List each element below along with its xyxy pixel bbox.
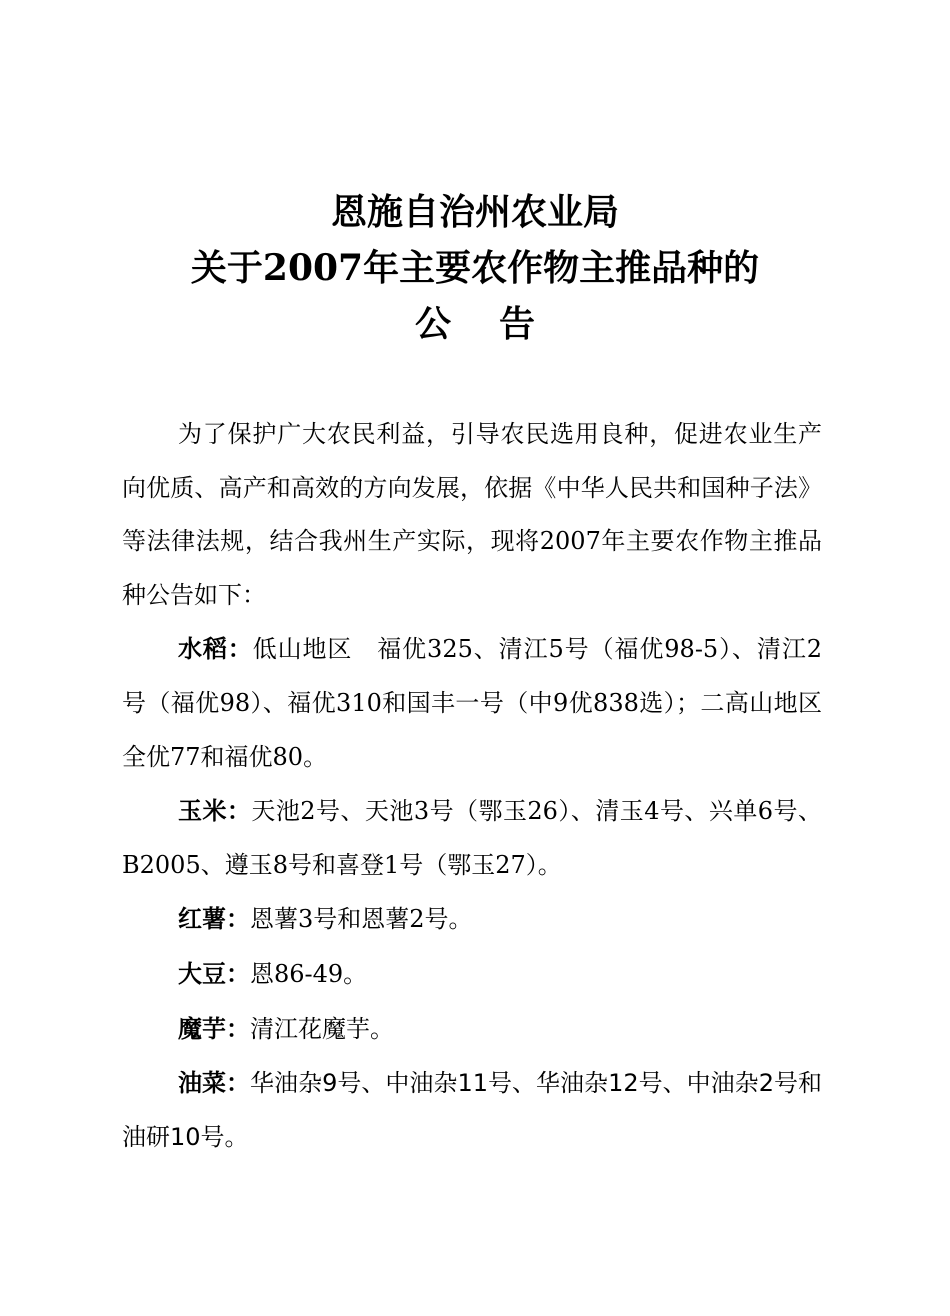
crop-label: 玉米：: [178, 796, 252, 826]
crop-paragraph-sweet-potato: [122, 892, 822, 947]
title-line-3-part-2: 告: [499, 303, 536, 345]
title-line-1: 恩施自治州农业局: [330, 191, 619, 233]
title-line-3: [0, 296, 950, 352]
crop-label: 油菜：: [178, 1068, 251, 1098]
intro-paragraph: 为了保护广大农民利益，引导农民选用良种，促进农业生产向优质、高产和高效的方向发展，依据《中华人民共和国种子法》等法律法规，结合我州生产实际，现将2007年主要农作物主推品种公告如下：: [122, 420, 822, 609]
crop-varieties: 恩86-49。: [250, 959, 368, 988]
crop-label: 红薯：: [178, 904, 250, 934]
crop-varieties: 天池2号、天池3号（鄂玉26）、清玉4号、兴单6号、B2005、遵玉8号和喜登1号（鄂玉27）。: [122, 797, 822, 879]
title-line-3-part-1: 公: [414, 303, 451, 345]
crop-paragraph-rapeseed: [122, 1056, 822, 1164]
document-title: [0, 184, 950, 352]
crop-label: 水稻：: [178, 634, 253, 664]
document-body: [122, 408, 846, 1164]
crop-label: 大豆：: [178, 958, 250, 988]
crop-varieties: 低山地区 福优325、清江5号（福优98-5）、清江2号（福优98）、福优310和国丰一号（中9优838选）；二高山地区 全优77和福优80。: [122, 635, 846, 771]
crop-varieties: 华油杂9号、中油杂11号、华油杂12号、中油杂2号和油研10号。: [122, 1069, 822, 1151]
title-line-2: 关于2007年主要农作物主推品种的: [190, 247, 760, 289]
crop-varieties: 恩薯3号和恩薯2号。: [250, 905, 473, 934]
crop-paragraph-rice: [122, 622, 846, 784]
crop-varieties: 清江花魔芋。: [250, 1014, 394, 1043]
crop-label: 魔芋：: [178, 1013, 250, 1043]
crop-paragraph-soybean: [122, 947, 822, 1002]
crop-paragraph-corn: [122, 784, 822, 892]
crop-paragraph-konjac: [122, 1002, 822, 1057]
